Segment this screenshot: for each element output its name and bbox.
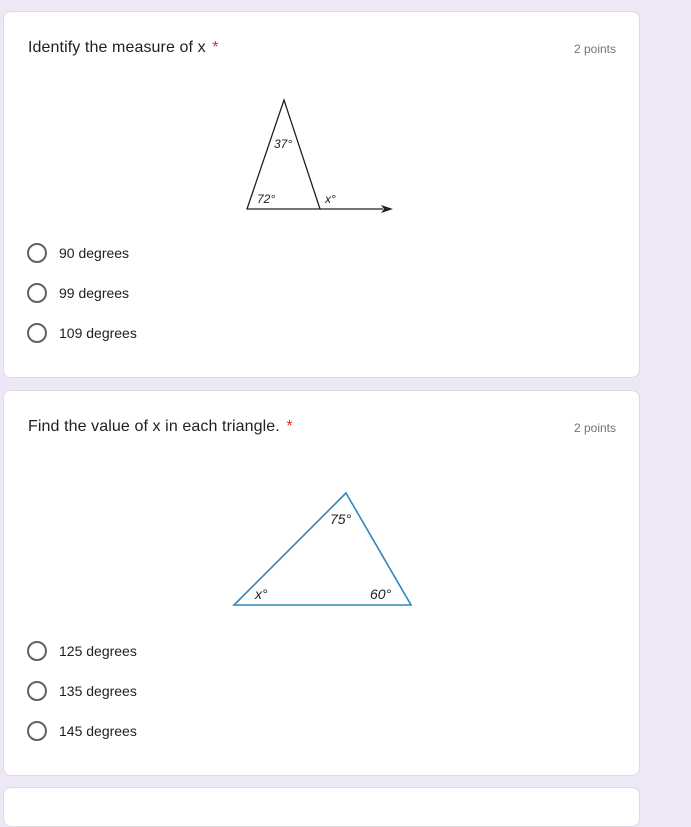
option-109-degrees[interactable] [27, 322, 137, 344]
option-label: 135 degrees [59, 683, 137, 699]
option-label: 90 degrees [59, 245, 130, 261]
option-135-degrees[interactable] [27, 680, 137, 702]
triangle-figure [224, 485, 424, 615]
question-points: 2 points [573, 42, 616, 56]
radio-button[interactable] [27, 283, 47, 303]
question-card-1 [3, 11, 640, 378]
option-145-degrees[interactable] [27, 720, 137, 742]
angle-label-bottom-left: x° [255, 586, 268, 602]
option-label: 125 degrees [59, 643, 137, 659]
question-title [28, 39, 219, 57]
angle-label-bottom-right: 60° [370, 586, 392, 602]
angle-label-bottom-left: 72° [257, 192, 276, 206]
option-125-degrees[interactable] [27, 640, 137, 662]
question-card-3-partial [3, 787, 640, 827]
angle-label-top: 75° [330, 511, 352, 527]
radio-button[interactable] [27, 323, 47, 343]
question-title-text: Find the value of x in each triangle. [28, 418, 280, 435]
question-card-2 [3, 390, 640, 776]
question-points: 2 points [573, 421, 616, 435]
option-label: 109 degrees [59, 325, 137, 341]
option-99-degrees[interactable] [27, 282, 129, 304]
option-label: 99 degrees [59, 285, 130, 301]
question-title-text: Identify the measure of x [28, 39, 206, 56]
question-title [28, 418, 293, 436]
radio-button[interactable] [27, 681, 47, 701]
radio-button[interactable] [27, 641, 47, 661]
radio-button[interactable] [27, 243, 47, 263]
radio-button[interactable] [27, 721, 47, 741]
angle-label-exterior: x° [325, 192, 336, 206]
option-90-degrees[interactable] [27, 242, 129, 264]
angle-label-top: 37° [274, 137, 293, 151]
required-asterisk: * [286, 418, 293, 435]
required-asterisk: * [212, 39, 219, 56]
option-label: 145 degrees [59, 723, 137, 739]
triangle-exterior-angle-figure [237, 95, 397, 220]
